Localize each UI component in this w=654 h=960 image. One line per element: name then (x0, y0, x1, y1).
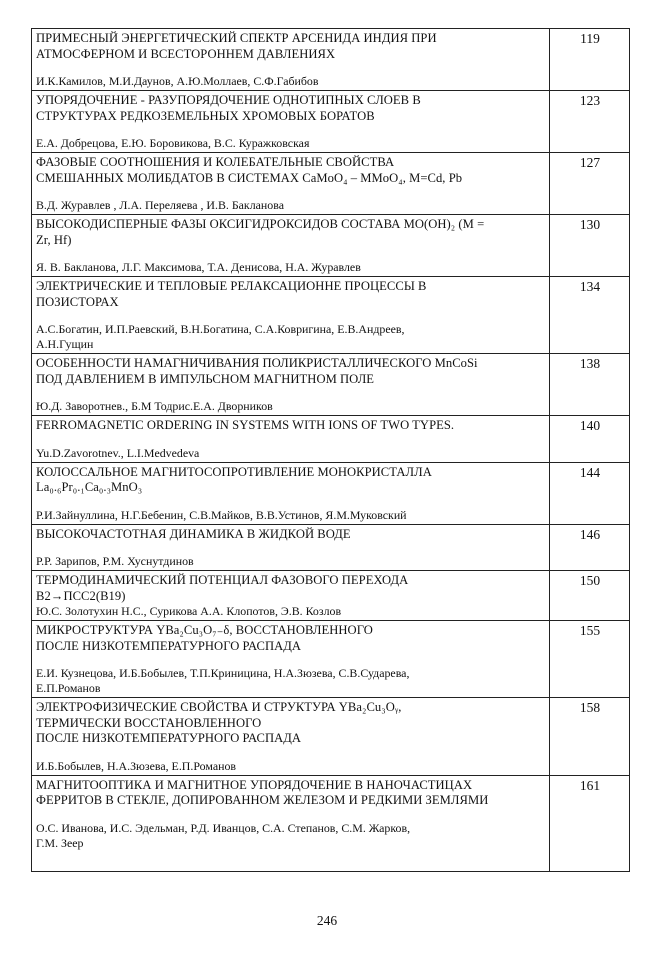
table-of-contents (31, 28, 630, 872)
entry-title-line: ПОСЛЕ НИЗКОТЕМПЕРАТУРНОГО РАСПАДА (36, 731, 302, 745)
entry-authors-line: Yu.D.Zavorotnev., L.I.Medvedeva (36, 445, 200, 460)
toc-entry (32, 215, 630, 277)
entry-authors-line: Е.А. Добрецова, Е.Ю. Боровикова, В.С. Куражковская (36, 136, 310, 150)
entry-page-number: 123 (550, 91, 630, 153)
entry-authors-line: Е.И. Кузнецова, И.Б.Бобылев, Т.П.Криницина, Н.А.Зюзева, С.В.Сударева, (36, 666, 410, 680)
entry-page-number: 146 (550, 524, 630, 571)
entry-title-line: ВЫСОКОДИСПЕРНЫЕ ФАЗЫ ОКСИГИДРОКСИДОВ СОСТАВА МО(ОН)₂ (М = (36, 217, 485, 231)
entry-spacer (36, 186, 546, 198)
entry-authors-line: Я. В. Бакланова, Л.Г. Максимова, Т.А. Денисова, Н.А. Журавлев (36, 260, 361, 274)
entry-text-cell (32, 698, 550, 776)
entry-spacer (36, 434, 546, 446)
entry-title-line: La₀.₆Pr₀.₁Ca₀.₃MnO₃ (36, 480, 143, 494)
toc-entry (32, 621, 630, 698)
toc-entry (32, 571, 630, 621)
entry-spacer (36, 124, 546, 136)
entry-title-line: МАГНИТООПТИКА И МАГНИТНОЕ УПОРЯДОЧЕНИЕ В НАНОЧАСТИЦАХ (36, 777, 473, 792)
entry-page-number: 144 (550, 462, 630, 524)
entry-spacer (36, 387, 546, 399)
entry-authors-line: Ю.С. Золотухин Н.С., Сурикова А.А. Клопотов, Э.В. Козлов (36, 604, 342, 618)
entry-authors-line: В.Д. Журавлев , Л.А. Переляева , И.В. Бакланова (36, 198, 284, 212)
entry-page-number: 138 (550, 354, 630, 416)
toc-entry (32, 462, 630, 524)
entry-authors-line: А.С.Богатин, И.П.Раевский, В.Н.Богатина, С.А.Ковригина, Е.В.Андреев, (36, 322, 405, 336)
entry-title-line: ВЫСОКОЧАСТОТНАЯ ДИНАМИКА В ЖИДКОЙ ВОДЕ (36, 526, 351, 541)
entry-text-cell (32, 153, 550, 215)
entry-authors-line: Р.Р. Зарипов, Р.М. Хуснутдинов (36, 554, 194, 568)
toc-entry (32, 775, 630, 871)
entry-text-cell (32, 621, 550, 698)
entry-authors-line: И.Б.Бобылев, Н.А.Зюзева, Е.П.Романов (36, 758, 237, 773)
entry-spacer (36, 747, 546, 759)
entry-title-line: ТЕРМИЧЕСКИ ВОССТАНОВЛЕННОГО (36, 715, 262, 730)
entry-authors-line: Р.И.Зайнуллина, Н.Г.Бебенин, С.В.Майков, В.В.Устинов, Я.М.Муковский (36, 507, 407, 522)
toc-entry (32, 354, 630, 416)
entry-text-cell (32, 91, 550, 153)
entry-page-number: 155 (550, 621, 630, 698)
entry-title-line: МИКРОСТРУКТУРА YBa₂Cu₃O₇₋δ, ВОССТАНОВЛЕННОГО (36, 623, 373, 637)
entry-text-cell (32, 524, 550, 571)
entry-title-line: ТЕРМОДИНАМИЧЕСКИЙ ПОТЕНЦИАЛ ФАЗОВОГО ПЕРЕХОДА (36, 573, 409, 587)
entry-title-line: ПОЗИСТОРАХ (36, 294, 119, 309)
entry-title-line: Zr, Hf) (36, 232, 72, 247)
entry-title-line: ОСОБЕННОСТИ НАМАГНИЧИВАНИЯ ПОЛИКРИСТАЛЛИЧЕСКОГО MnCoSi (36, 356, 478, 370)
entry-spacer (36, 809, 546, 821)
entry-page-number: 158 (550, 698, 630, 776)
entry-title-line: СТРУКТУРАХ РЕДКОЗЕМЕЛЬНЫХ ХРОМОВЫХ БОРАТОВ (36, 108, 375, 123)
page-number: 246 (316, 913, 338, 928)
entry-page-number: 150 (550, 571, 630, 621)
entry-text-cell (32, 277, 550, 354)
entry-title-line: ПОСЛЕ НИЗКОТЕМПЕРАТУРНОГО РАСПАДА (36, 638, 302, 653)
entry-page-number: 161 (550, 775, 630, 871)
entry-page-number: 127 (550, 153, 630, 215)
entry-title-line: АТМОСФЕРНОМ И ВСЕСТОРОННЕМ ДАВЛЕНИЯХ (36, 46, 336, 61)
entry-spacer (36, 496, 546, 508)
entry-spacer (36, 310, 546, 322)
entry-text-cell (32, 775, 550, 871)
entry-spacer (36, 542, 546, 554)
entry-title-line: ФЕРРИТОВ В СТЕКЛЕ, ДОПИРОВАННОМ ЖЕЛЕЗОМ И РЕДКИМИ ЗЕМЛЯМИ (36, 793, 489, 807)
entry-text-cell (32, 29, 550, 91)
entry-title-line: ФАЗОВЫЕ СООТНОШЕНИЯ И КОЛЕБАТЕЛЬНЫЕ СВОЙСТВА (36, 155, 395, 169)
toc-entry (32, 524, 630, 571)
toc-entry (32, 29, 630, 91)
entry-page-number: 140 (550, 416, 630, 463)
entry-title-line: ЭЛЕКТРИЧЕСКИЕ И ТЕПЛОВЫЕ РЕЛАКСАЦИОННЕ ПРОЦЕССЫ В (36, 279, 427, 293)
toc-entry (32, 153, 630, 215)
entry-title-line: ЭЛЕКТРОФИЗИЧЕСКИЕ СВОЙСТВА И СТРУКТУРА YBa₂Cu₃Oᵧ, (36, 700, 402, 714)
entry-authors-line: Ю.Д. Заворотнев., Б.М Тодрис.Е.А. Дворников (36, 399, 273, 413)
entry-text-cell (32, 354, 550, 416)
entry-spacer (36, 248, 546, 260)
entry-title-line: КОЛОССАЛЬНОЕ МАГНИТОСОПРОТИВЛЕНИЕ МОНОКРИСТАЛЛА (36, 464, 432, 479)
entry-authors-line: Г.М. Зеер (36, 835, 84, 850)
entry-page-number: 130 (550, 215, 630, 277)
entry-authors-line: Е.П.Романов (36, 681, 101, 695)
entry-text-cell (32, 416, 550, 463)
entry-title-line: СМЕШАННЫХ МОЛИБДАТОВ В СИСТЕМАХ CaMoO₄ – MMoO₄, M=Cd, Pb (36, 170, 463, 185)
entry-title-line: FERROMAGNETIC ORDERING IN SYSTEMS WITH IONS OF TWO TYPES. (36, 418, 455, 432)
entry-authors-line: И.К.Камилов, М.И.Даунов, А.Ю.Моллаев, С.Ф.Габибов (36, 74, 319, 88)
entry-spacer (36, 654, 546, 666)
entry-spacer (36, 62, 546, 74)
entry-text-cell (32, 215, 550, 277)
entry-text-cell (32, 462, 550, 524)
entry-title-line: B2→ПСС2(B19) (36, 588, 126, 603)
entry-authors-line: А.Н.Гущин (36, 337, 94, 351)
entry-title-line: ПОД ДАВЛЕНИЕМ В ИМПУЛЬСНОМ МАГНИТНОМ ПОЛЕ (36, 371, 375, 386)
entry-text-cell (32, 571, 550, 621)
toc-entry (32, 277, 630, 354)
toc-entry (32, 91, 630, 153)
entry-title-line: ПРИМЕСНЫЙ ЭНЕРГЕТИЧЕСКИЙ СПЕКТР АРСЕНИДА ИНДИЯ ПРИ (36, 31, 437, 45)
entry-page-number: 119 (550, 29, 630, 91)
toc-entry (32, 416, 630, 463)
entry-authors-line: О.С. Иванова, И.С. Эдельман, Р.Д. Иванцов, С.А. Степанов, С.М. Жарков, (36, 820, 411, 835)
entry-title-line: УПОРЯДОЧЕНИЕ - РАЗУПОРЯДОЧЕНИЕ ОДНОТИПНЫХ СЛОЕВ В (36, 93, 421, 107)
entry-page-number: 134 (550, 277, 630, 354)
toc-entry (32, 698, 630, 776)
